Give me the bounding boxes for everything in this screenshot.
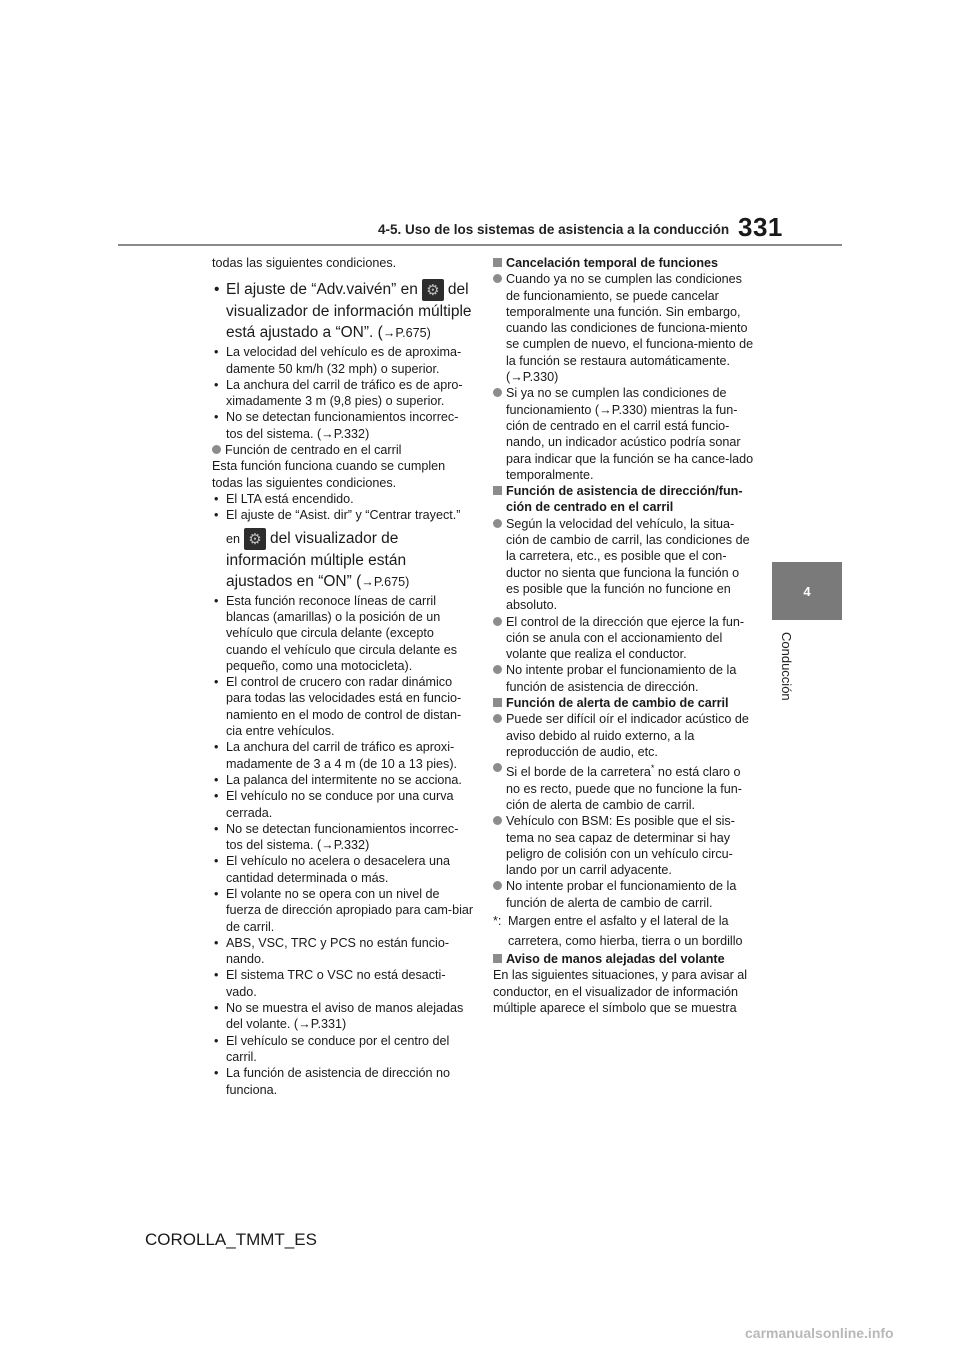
section-heading: Función de alerta de cambio de carril [493,695,755,711]
list-item: • La función de asistencia de dirección no funciona. [212,1065,474,1098]
list-item: • No se detectan funcionamientos incorrec-tos del sistema. (→P.332) [212,821,474,854]
note-item: Puede ser difícil oír el indicador acústico de aviso debido al ruido externo, a la reproducción de audio, etc. [493,711,755,760]
page-reference: →P.675) [361,574,410,589]
page-number: 331 [738,212,783,242]
note-item: Si ya no se cumplen las condiciones de funcionamiento (→P.330) mientras la fun-ción de centrado en el carril está funcio-nando, un indicador acústico podría sonar para indicar que la función se ha cance-lado temporalmente. [493,385,755,483]
section-heading: Cancelación temporal de funciones [493,255,755,271]
list-item: • El vehículo no acelera o desacelera una cantidad determinada o más. [212,853,474,886]
note-item: Cuando ya no se cumplen las condiciones de funcionamiento, se puede cancelar temporalmente una función. Sin embargo, cuando las condiciones de funciona-miento se cumplen de nuevo, el funciona-miento de la función se restaura automáticamente. (→P.330) [493,271,755,385]
paragraph: todas las siguientes condiciones. [212,475,397,490]
list-item: • La anchura del carril de tráfico es aproxi-madamente de 3 a 4 m (de 10 a 13 pies). [212,739,474,772]
list-item: • No se muestra el aviso de manos alejadas del volante. (→P.331) [212,1000,474,1033]
text-fragment: en [226,531,241,546]
footnote-marker: * [650,763,655,774]
intro-text: todas las siguientes condiciones. [212,256,397,270]
subheading: Función de centrado en el carril [212,442,474,458]
list-item: • Esta función reconoce líneas de carril blancas (amarillas) o la posición de un vehículo que circula delante (excepto cuando el vehículo que circula delante es pequeño, como una motocicleta). [212,593,474,674]
list-item: • La palanca del intermitente no se acciona. [212,772,474,788]
list-item: • El vehículo no se conduce por una curva cerrada. [212,788,474,821]
note-item [493,760,755,813]
chapter-number: 4 [803,583,811,599]
list-item: • El volante no se opera con un nivel de fuerza de dirección apropiado para cam-biar de carril. [212,886,474,935]
page-reference: →P.675) [382,326,431,341]
text-fragment: no está claro o no es recto, puede que no funcione la fun-ción de alerta de cambio de carril. [506,765,742,812]
text-fragment: El ajuste de “Adv.vaivén” en [226,281,418,299]
text-fragment: del visualizador de información múltiple están ajustados en “ON” ( [226,529,407,590]
note-item: Vehículo con BSM: Es posible que el sis-tema no sea capaz de determinar si hay peligro de colisión con un vehículo circu-lando por un carril adyacente. [493,813,755,878]
text-fragment: Si el borde de la carretera [506,765,651,780]
footnote [493,911,755,951]
footnote-mark: *: [493,914,502,929]
section-title: 4-5. Uso de los sistemas de asistencia a la conducción [378,222,730,237]
left-column [212,255,474,1098]
note-item: Según la velocidad del vehículo, la situa-ción de cambio de carril, las condiciones de la carretera, etc., es posible que el con-ductor no sienta que funciona la función o es posible que la función no funcione en absoluto. [493,516,755,614]
section-heading: Función de asistencia de dirección/fun-ción de centrado en el carril [493,483,755,516]
list-item: • ABS, VSC, TRC y PCS no están funcio-nando. [212,935,474,968]
note-item: El control de la dirección que ejerce la fun-ción se anula con el accionamiento del volante que realiza el conductor. [493,614,755,663]
list-item: • La anchura del carril de tráfico es de apro-ximadamente 3 m (9,8 pies) o superior. [212,377,474,410]
list-item: • El control de crucero con radar dinámico para todas las velocidades está en funcio-namiento en el modo de control de distan-cia entre vehículos. [212,674,474,739]
section-heading: Aviso de manos alejadas del volante [493,951,755,967]
note-item: No intente probar el funcionamiento de la función de alerta de cambio de carril. [493,878,755,911]
footnote-text: Margen entre el asfalto y el lateral de la carretera, como hierba, tierra o un bordillo [508,914,743,949]
list-item-continued [212,528,474,593]
chapter-label [780,632,800,712]
paragraph: En las siguientes situaciones, y para avisar al conductor, en el visualizador de información múltiple aparece el símbolo que se muestra [493,968,748,1015]
gear-icon [244,528,266,550]
header-divider [118,244,842,246]
list-item: • La velocidad del vehículo es de aproxima-damente 50 km/h (32 mph) o superior. [212,344,474,377]
list-item: • No se detectan funcionamientos incorrec-tos del sistema. (→P.332) [212,409,474,442]
paragraph: Esta función funciona cuando se cumplen [212,459,446,474]
note-item: No intente probar el funcionamiento de la función de asistencia de dirección. [493,662,755,695]
text-fragment: del visualizador de información múltiple está ajustado a “ON”. ( [226,281,472,342]
list-item: • El ajuste de “Asist. dir” y “Centrar trayect.” [212,507,474,523]
list-item: • El LTA está encendido. [212,491,474,507]
watermark-logo: carmanualsonline.info [745,1325,894,1341]
list-item [212,279,474,344]
right-column [493,255,755,1016]
manual-code: COROLLA_TMMT_ES [145,1230,317,1249]
gear-icon [422,279,444,301]
chapter-label-text: Conducción [779,632,794,701]
list-item: • El sistema TRC o VSC no está desacti-vado. [212,967,474,1000]
chapter-tab [772,562,842,620]
list-item: • El vehículo se conduce por el centro del carril. [212,1033,474,1066]
